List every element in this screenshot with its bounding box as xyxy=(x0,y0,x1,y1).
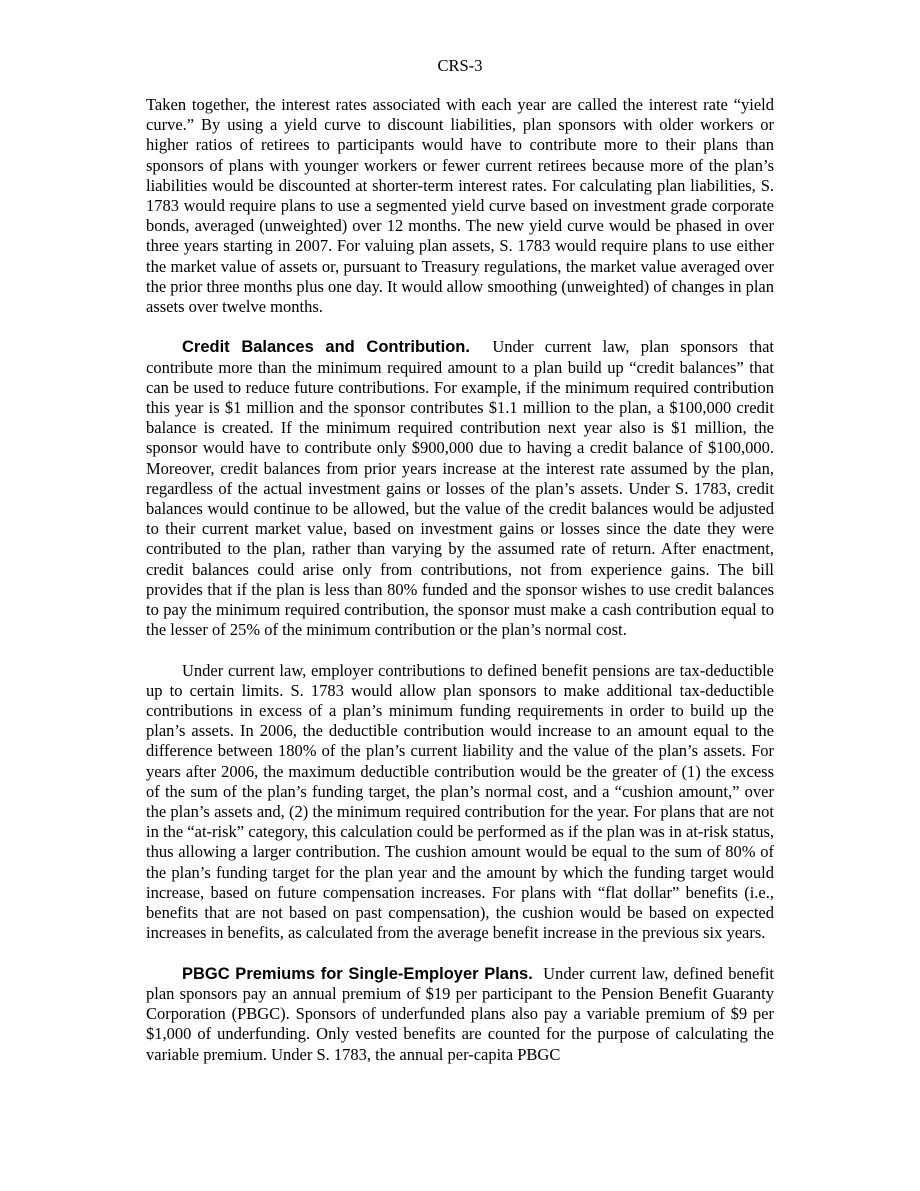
paragraph-pbgc-premiums-text: Under current law, defined benefit plan sponsors pay an annual premium of $19 per participant to the Pension Benefit Guaranty Corporation (PBGC). Sponsors of underfunded plans also pay a variable premium of $9 per $1,000 of underfunding. Only vested benefits are counted for the purpose of calculating the variable premium. Under S. 1783, the annual per-capita PBGC xyxy=(146,963,775,1064)
paragraph-deductible-contributions: Under current law, employer contributions to defined benefit pensions are tax-deductible up to certain limits. S. 1783 would allow plan sponsors to make additional tax-deductible contributions in excess of a plan’s minimum funding requirements in order to build up the plan’s assets. In 2006, the deductible contribution would increase to an amount equal to the difference between 180% of the plan’s current liability and the value of the plan’s assets. For years after 2006, the maximum deductible contribution would be the greater of (1) the excess of the sum of the plan’s funding target, the plan’s normal cost, and a “cushion amount,” over the plan’s assets and, (2) the minimum required contribution for the year. For plans that are not in the “at-risk” category, this calculation could be performed as if the plan was in at-risk status, thus allowing a larger contribution. The cushion amount would be equal to the sum of 80% of the plan’s funding target for the plan year and the amount by which the funding target would increase, based on future compensation increases. For plans with “flat dollar” benefits (i.e., benefits that are not based on past compensation), the cushion would be based on expected increases in benefits, as calculated from the average benefit increase in the previous six years. xyxy=(146,660,774,943)
page-number: CRS-3 xyxy=(437,56,483,75)
paragraph-pbgc-premiums xyxy=(146,964,774,1065)
section-heading-credit-balances: Credit Balances and Contribution. xyxy=(182,338,470,357)
paragraph-yield-curve: Taken together, the interest rates associated with each year are called the interest rate “yield curve.” By using a yield curve to discount liabilities, plan sponsors with older workers or higher ratios of retirees to participants would have to contribute more to their plans than sponsors of plans with younger workers or fewer current retirees because more of the plan’s liabilities would be discounted at shorter-term interest rates. For calculating plan liabilities, S. 1783 would require plans to use a segmented yield curve based on investment grade corporate bonds, averaged (unweighted) over 12 months. The new yield curve would be phased in over three years starting in 2007. For valuing plan assets, S. 1783 would require plans to use either the market value of assets or, pursuant to Treasury regulations, the market value averaged over the prior three months plus one day. It would allow smoothing (unweighted) of changes in plan assets over twelve months. xyxy=(146,95,774,317)
section-heading-pbgc-premiums: PBGC Premiums for Single-Employer Plans. xyxy=(182,964,533,983)
document-body xyxy=(146,95,774,1085)
paragraph-credit-balances-text: Under current law, plan sponsors that contribute more than the minimum required amount to a plan build up “credit balances” that can be used to reduce future contributions. For example, if the minimum required contribution this year is $1 million and the sponsor contributes $1.1 million to the plan, a $100,000 credit balance is created. If the minimum required contribution next year also is $1 million, the sponsor would have to contribute only $900,000 due to having a credit balance of $100,000. Moreover, credit balances from prior years increase at the interest rate assumed by the plan, regardless of the actual investment gains or losses of the plan’s assets. Under S. 1783, credit balances would continue to be allowed, but the value of the credit balances would be adjusted to their current market value, based on investment gains or losses since the date they were contributed to the plan, rather than varying by the assumed rate of return. After enactment, credit balances could arise only from contributions, not from experience gains. The bill provides that if the plan is less than 80% funded and the sponsor wishes to use credit balances to pay the minimum required contribution, the sponsor must make a cash contribution equal to the lesser of 25% of the minimum contribution or the plan’s normal cost. xyxy=(146,337,774,640)
paragraph-credit-balances xyxy=(146,337,774,640)
